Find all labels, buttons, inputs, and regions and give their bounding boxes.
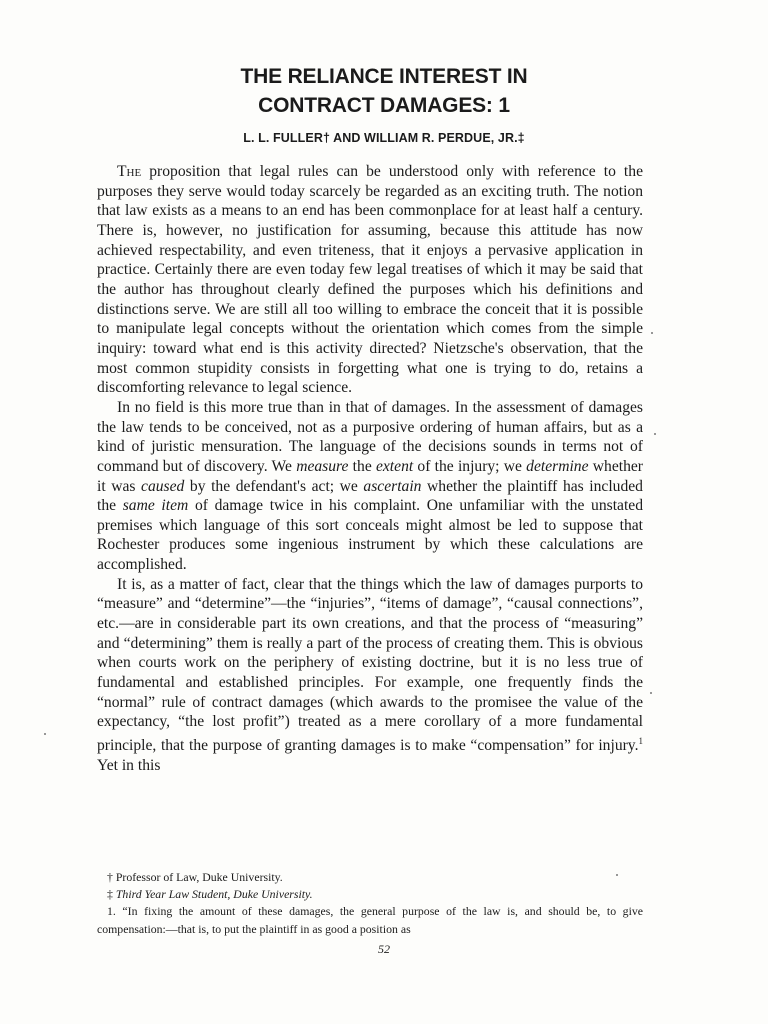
emphasis-caused: caused: [141, 477, 185, 495]
scan-speck: [651, 332, 653, 334]
paragraph-3: [97, 575, 643, 776]
scan-speck: [650, 692, 652, 694]
paragraph-2-text-b: the: [348, 457, 376, 475]
article-title-line-1: THE RELIANCE INTEREST IN: [240, 65, 528, 88]
scan-speck: [654, 433, 656, 435]
footnote-ref-1: 1: [638, 736, 643, 747]
paragraph-2-text-a: In no field is this more true than in that of damages. In the assessment of damages the law tends to be conceived, not as a purposive ordering of human affairs, but as a kind of juristic mensuration. The language of the decisions sounds in terms not of command but of discovery. We: [97, 398, 643, 475]
double-dagger-mark: ‡: [107, 887, 113, 902]
paragraph-3-text-a: It is, as a matter of fact, clear that the things which the law of damages purports to “measure” and “determine”—the “injuries”, “items of damage”, “causal connections”, etc.—are in considerable part its own creations, and that the process of “measuring” and “determining” them is really a part of the process of creating them. This is obvious when courts work on the periphery of existing doctrine, but it is no less true of fundamental and established principles. For example, one frequently finds the “normal” rule of contract damages (which awards to the promisee the value of the expectancy, “the lost profit”) treated as a mere corollary of a more fundamental principle, that the purpose of granting damages is to make “compensation” for injury.: [97, 575, 643, 755]
article-authors: L. L. FULLER† AND WILLIAM R. PERDUE, JR.‡: [243, 131, 525, 145]
paragraph-2-text-f: whether the plaintiff has included the: [97, 477, 643, 515]
scan-speck: [616, 874, 618, 876]
page-number: 52: [378, 942, 390, 956]
emphasis-extent: extent: [375, 457, 414, 475]
paragraph-3-text-b: Yet in this: [97, 756, 161, 774]
paragraph-1-text: proposition that legal rules can be understood only with reference to the purposes they serve would today scarcely be regarded as an exciting truth. The notion that law exists as a means to an end has been commonplace for at least half a century. There is, however, no justification for assuming, because this attitude has now achieved respectability, and even triteness, that it enjoys a pervasive application in practice. Certainly there are even today few legal treatises of which it may be said that the author has throughout clearly defined the purposes which his definitions and distinctions serve. We are still all too willing to embrace the conceit that it is possible to manipulate legal concepts without the orientation which comes from the simple inquiry: toward what end is this activity directed? Nietzsche's observation, that the most common stupidity consists in forgetting what one is trying to do, retains a discomforting relevance to legal science.: [97, 163, 643, 397]
emphasis-ascertain: ascertain: [363, 477, 422, 495]
emphasis-measure: measure: [296, 457, 349, 475]
dagger-mark: †: [107, 870, 113, 884]
footnote-1: 1. “In fixing the amount of these damages, the general purpose of the law is, and should be, to give compensation:—that is, to put the plaintiff in as good a position as: [97, 904, 643, 936]
paragraph-2-text-e: by the defendant's act; we: [184, 477, 364, 495]
drop-lead-word: The: [117, 163, 142, 180]
paragraph-1: [97, 162, 643, 398]
paragraph-2-text-c: of the injury; we: [413, 457, 527, 475]
paragraph-2-text-g: of damage twice in his complaint. One unfamiliar with the unstated premises which language of this sort conceals might almost be led to suppose that Rochester produces some ingenious instrument by which these calculations are accomplished.: [97, 497, 644, 574]
paragraph-2: [97, 398, 643, 575]
paragraph-2-text-d: whether it was: [97, 457, 643, 495]
footnotes: [97, 869, 643, 938]
emphasis-same-item: same item: [122, 497, 189, 515]
scan-speck: [44, 733, 46, 735]
article-title-line-2: CONTRACT DAMAGES: 1: [258, 94, 510, 117]
footnote-double-dagger-text: Third Year Law Student, Duke University.: [112, 887, 313, 902]
footnote-double-dagger: [97, 886, 643, 903]
emphasis-determine: determine: [526, 457, 589, 475]
article-body: [97, 162, 643, 776]
footnote-dagger: [97, 869, 643, 886]
footnote-dagger-text: Professor of Law, Duke University.: [112, 870, 283, 884]
